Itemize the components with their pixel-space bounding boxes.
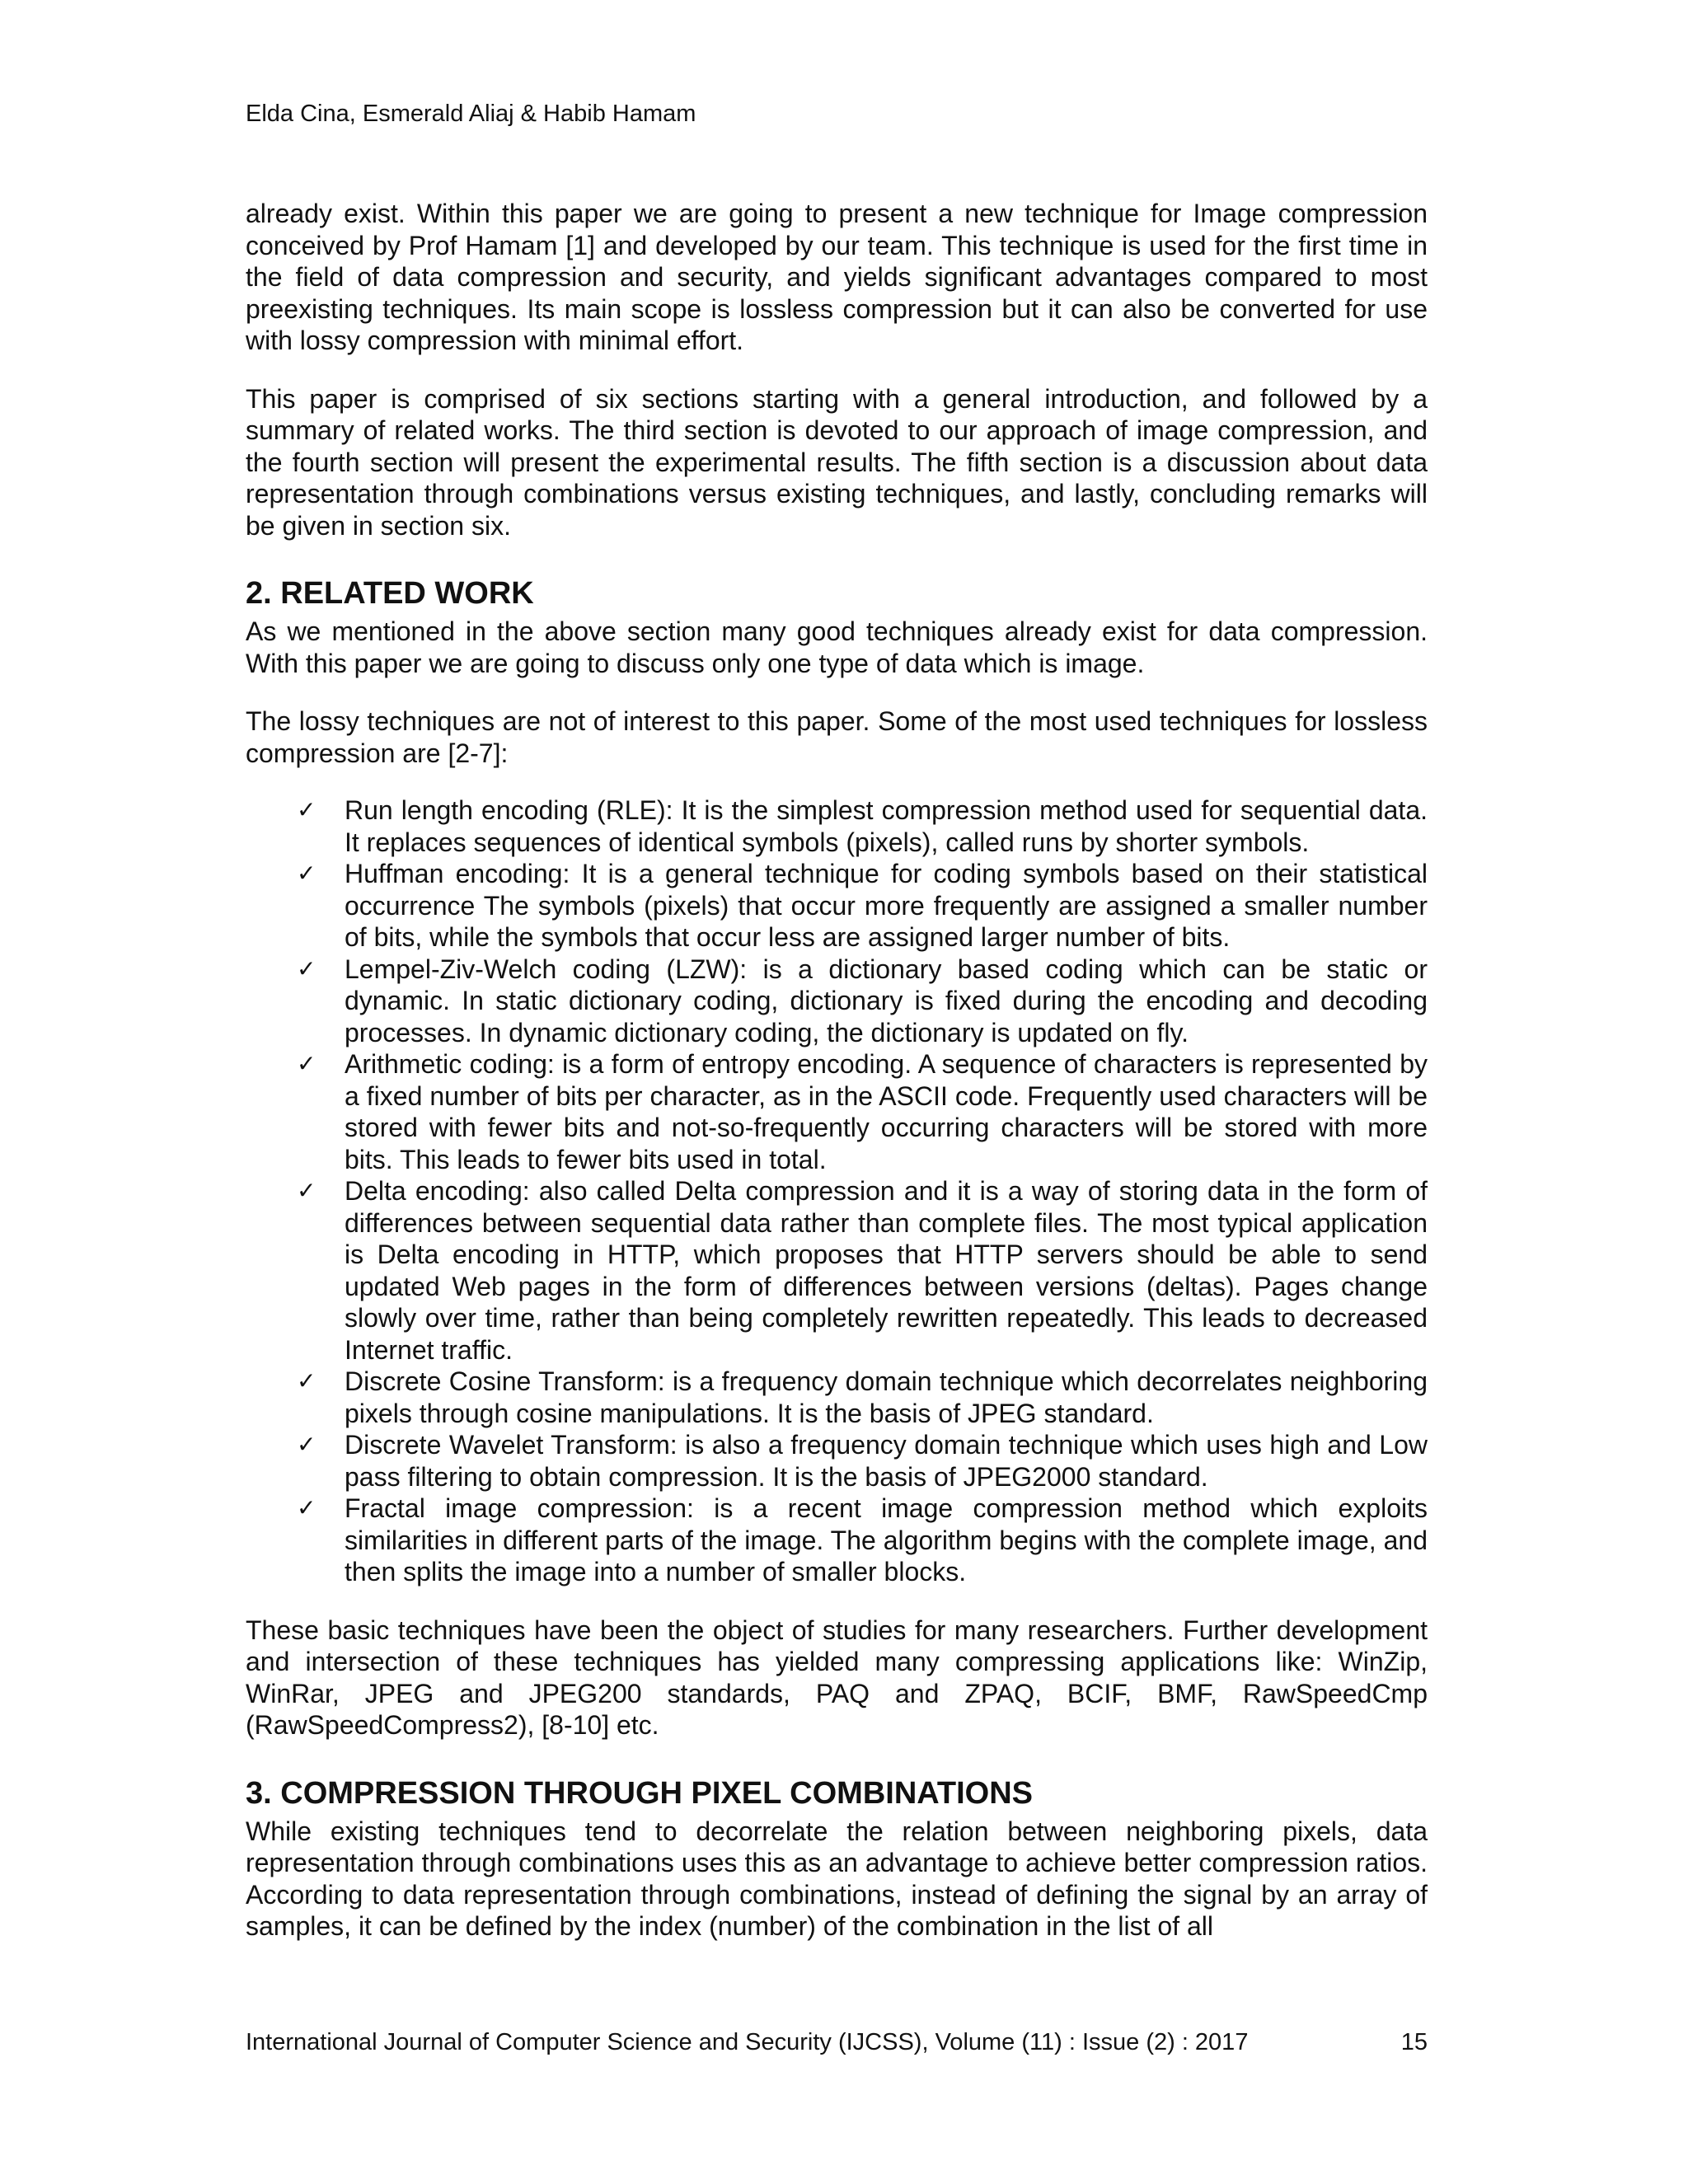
section-3-heading: 3. COMPRESSION THROUGH PIXEL COMBINATIONS [246, 1775, 1034, 1811]
list-item-text: Arithmetic coding: is a form of entropy encoding. A sequence of characters is represented by a fixed number of bits per character, as in the ASCII code. Frequently used characters will be stored with fewer bits and not-so-frequently occurring characters will be stored with more bits. This leads to fewer bits used in total. [345, 1049, 1428, 1174]
list-item [297, 954, 1428, 1049]
section-2-paragraph-1: As we mentioned in the above section many good techniques already exist for data compression. With this paper we are going to discuss only one type of data which is image. [246, 616, 1428, 678]
check-icon: ✓ [297, 796, 316, 823]
list-item [297, 1175, 1428, 1366]
section-2-heading: 2. RELATED WORK [246, 576, 534, 611]
check-icon: ✓ [297, 1050, 316, 1077]
intro-paragraph-1: already exist. Within this paper we are going to present a new technique for Image compression conceived by Prof Hamam [1] and developed by our team. This technique is used for the first time in the field of data compression and security, and yields significant advantages compared to most preexisting techniques. Its main scope is lossless compression but it can also be converted for use with lossy compression with minimal effort. [246, 199, 1428, 355]
list-item-text: Huffman encoding: It is a general technique for coding symbols based on their statistical occurrence The symbols (pixels) that occur more frequently are assigned a smaller number of bits, while the symbols that occur less are assigned larger number of bits. [345, 859, 1428, 952]
list-item [297, 1493, 1428, 1588]
section-3-paragraph: While existing techniques tend to decorrelate the relation between neighboring pixels, data representation through combinations uses this as an advantage to achieve better compression ratios. According to data representation through combinations, instead of defining the signal by an array of samples, it can be defined by the index (number) of the combination in the list of all [246, 1816, 1428, 1941]
list-item [297, 1048, 1428, 1175]
intro-paragraph-2: This paper is comprised of six sections starting with a general introduction, and followed by a summary of related works. The third section is devoted to our approach of image compression, and the fourth section will present the experimental results. The fifth section is a discussion about data representation through combinations versus existing techniques, and lastly, concluding remarks will be given in section six. [246, 383, 1428, 541]
list-item-text: Run length encoding (RLE): It is the simplest compression method used for sequential data. It replaces sequences of identical symbols (pixels), called runs by shorter symbols. [345, 795, 1428, 857]
section-2-closing-paragraph: These basic techniques have been the object of studies for many researchers. Further development and intersection of these techniques has yielded many compressing applications like: WinZip, WinRar, JPEG and JPEG200 standards, PAQ and ZPAQ, BCIF, BMF, RawSpeedCmp (RawSpeedCompress2), [8-10] etc. [246, 1615, 1428, 1740]
check-icon: ✓ [297, 1177, 316, 1204]
list-item [297, 1366, 1428, 1429]
running-head-authors: Elda Cina, Esmerald Aliaj & Habib Hamam [246, 101, 696, 127]
footer-journal-citation: International Journal of Computer Science and Security (IJCSS), Volume (11) : Issue (2) : 2017 [246, 2029, 1249, 2055]
list-item [297, 794, 1428, 858]
section-2-paragraph-2: The lossy techniques are not of interest to this paper. Some of the most used techniques for lossless compression are [2-7]: [246, 706, 1428, 768]
check-icon: ✓ [297, 1431, 316, 1458]
list-item-text: Delta encoding: also called Delta compression and it is a way of storing data in the form of differences between sequential data rather than complete files. The most typical application is Delta encoding in HTTP, which proposes that HTTP servers should be able to send updated Web pages in the form of differences between versions (deltas). Pages change slowly over time, rather than being completely rewritten repeatedly. This leads to decreased Internet traffic. [345, 1176, 1428, 1365]
list-item-text: Discrete Wavelet Transform: is also a frequency domain technique which uses high and Low pass filtering to obtain compression. It is the basis of JPEG2000 standard. [345, 1430, 1428, 1492]
check-icon: ✓ [297, 860, 316, 887]
list-item-text: Fractal image compression: is a recent image compression method which exploits similarities in different parts of the image. The algorithm begins with the complete image, and then splits the image into a number of smaller blocks. [345, 1493, 1428, 1586]
check-icon: ✓ [297, 1494, 316, 1521]
list-item [297, 1429, 1428, 1493]
page-number: 15 [1400, 2029, 1428, 2055]
list-item [297, 858, 1428, 954]
list-item-text: Discrete Cosine Transform: is a frequency domain technique which decorrelates neighboring pixels through cosine manipulations. It is the basis of JPEG standard. [345, 1366, 1428, 1428]
page-body [246, 198, 1428, 1943]
check-icon: ✓ [297, 1367, 316, 1394]
check-icon: ✓ [297, 954, 316, 982]
lossless-techniques-list [246, 794, 1428, 1588]
list-item-text: Lempel-Ziv-Welch coding (LZW): is a dictionary based coding which can be static or dynamic. In static dictionary coding, dictionary is fixed during the encoding and decoding processes. In dynamic dictionary coding, the dictionary is updated on fly. [345, 954, 1428, 1047]
